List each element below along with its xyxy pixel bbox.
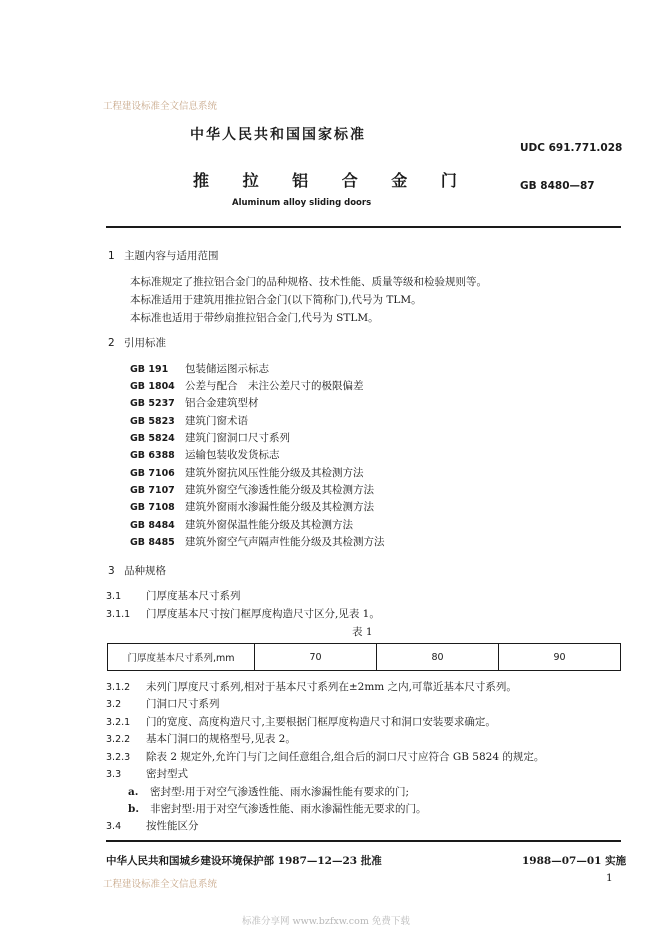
reference-code: GB 7107	[130, 485, 175, 496]
reference-code: GB 6388	[130, 450, 175, 461]
section-number: 2	[108, 337, 115, 349]
reference-title: 建筑外窗空气声隔声性能分级及其检测方法	[185, 536, 385, 548]
table-cell: 80	[377, 644, 499, 671]
udc-code: UDC 691.771.028	[520, 142, 623, 154]
clause-number: 3.2	[106, 699, 122, 710]
section-3-heading	[108, 563, 166, 578]
section-number: 1	[108, 250, 115, 262]
reference-code: GB 191	[130, 364, 169, 375]
clause-number: 3.3	[106, 769, 122, 780]
site-watermark: 标准分享网 www.bzfxw.com 免费下载	[242, 916, 410, 927]
table-row	[108, 644, 621, 671]
reference-title: 建筑外窗雨水渗漏性能分级及其检测方法	[185, 501, 374, 513]
reference-title: 建筑外窗空气渗透性能分级及其检测方法	[185, 484, 374, 496]
clause	[106, 714, 496, 729]
item-text: 密封型:用于对空气渗透性能、雨水渗漏性能有要求的门;	[150, 786, 410, 798]
section-title: 品种规格	[124, 565, 166, 577]
reference-item	[130, 465, 364, 480]
item-marker: b.	[128, 803, 139, 815]
reference-title: 建筑外窗保温性能分级及其检测方法	[185, 519, 353, 531]
reference-item	[130, 395, 259, 410]
clause	[106, 588, 241, 603]
reference-title: 建筑外窗抗风压性能分级及其检测方法	[185, 467, 364, 479]
reference-item	[130, 361, 269, 376]
paragraph: 本标准规定了推拉铝合金门的品种规格、技术性能、质量等级和检验规则等。	[130, 276, 487, 288]
reference-title: 建筑门窗洞口尺寸系列	[185, 432, 290, 444]
clause-number: 3.2.1	[106, 717, 131, 728]
reference-item	[130, 517, 353, 532]
clause-number: 3.2.3	[106, 752, 131, 763]
item-text: 非密封型:用于对空气渗透性能、雨水渗漏性能无要求的门。	[150, 803, 427, 815]
clause-text: 除表 2 规定外,允许门与门之间任意组合,组合后的洞口尺寸应符合 GB 5824 的规定。	[146, 751, 545, 763]
watermark-bottom: 工程建设标准全文信息系统	[103, 879, 218, 890]
reference-code: GB 1804	[130, 381, 175, 392]
clause-text: 门厚度基本尺寸按门框厚度构造尺寸区分,见表 1。	[146, 608, 380, 620]
clause	[106, 679, 517, 694]
reference-item	[130, 482, 374, 497]
clause-text: 门厚度基本尺寸系列	[146, 590, 241, 602]
clause	[106, 696, 220, 711]
english-title: Aluminum alloy sliding doors	[232, 198, 372, 208]
approval-line: 中华人民共和国城乡建设环境保护部 1987—12—23 批准	[106, 855, 382, 867]
reference-item	[130, 534, 385, 549]
item-marker: a.	[128, 786, 139, 798]
section-number: 3	[108, 565, 115, 577]
reference-title: 包装储运图示标志	[185, 363, 269, 375]
reference-item	[130, 378, 364, 393]
clause-number: 3.1.2	[106, 682, 131, 693]
clause-text: 门洞口尺寸系列	[146, 698, 220, 710]
clause-number: 3.1	[106, 591, 122, 602]
document-subtitle: 推 拉 铝 合 金 门	[193, 171, 471, 190]
list-item	[128, 801, 427, 816]
table-cell: 90	[499, 644, 621, 671]
reference-code: GB 7106	[130, 468, 175, 479]
reference-title: 铝合金建筑型材	[185, 397, 259, 409]
clause	[106, 606, 380, 621]
paragraph: 本标准也适用于带纱扇推拉铝合金门,代号为 STLM。	[130, 312, 379, 324]
table-1	[107, 643, 621, 671]
reference-title: 建筑门窗术语	[185, 415, 248, 427]
reference-code: GB 8484	[130, 520, 175, 531]
section-title: 主题内容与适用范围	[124, 250, 219, 262]
watermark-top: 工程建设标准全文信息系统	[103, 101, 218, 112]
reference-title: 运输包装收发货标志	[185, 449, 280, 461]
section-2-heading	[108, 335, 166, 350]
reference-code: GB 8485	[130, 537, 175, 548]
table-cell: 70	[255, 644, 377, 671]
reference-item	[130, 499, 374, 514]
clause-text: 基本门洞口的规格型号,见表 2。	[146, 733, 296, 745]
clause	[106, 731, 296, 746]
clause-text: 按性能区分	[146, 820, 199, 832]
footer-divider	[106, 840, 621, 842]
paragraph: 本标准适用于建筑用推拉铝合金门(以下简称门),代号为 TLM。	[130, 294, 422, 306]
list-item	[128, 784, 409, 799]
clause	[106, 749, 544, 764]
table-header-cell: 门厚度基本尺寸系列,mm	[108, 644, 255, 671]
gb-code: GB 8480—87	[520, 180, 595, 192]
clause-number: 3.2.2	[106, 734, 131, 745]
reference-item	[130, 447, 280, 462]
section-1-heading	[108, 248, 219, 263]
effective-date: 1988—07—01 实施	[522, 855, 627, 867]
reference-title: 公差与配合 未注公差尺寸的极限偏差	[185, 380, 364, 392]
document-title: 中华人民共和国国家标准	[190, 127, 366, 143]
clause-text: 门的宽度、高度构造尺寸,主要根据门框厚度构造尺寸和洞口安装要求确定。	[146, 716, 496, 728]
table-caption: 表 1	[352, 626, 373, 638]
clause-text: 未列门厚度尺寸系列,相对于基本尺寸系列在±2mm 之内,可靠近基本尺寸系列。	[146, 681, 517, 693]
section-title: 引用标准	[124, 337, 166, 349]
header-divider	[106, 226, 621, 228]
reference-code: GB 5824	[130, 433, 175, 444]
clause-number: 3.4	[106, 821, 122, 832]
clause-text: 密封型式	[146, 768, 188, 780]
page-number: 1	[606, 872, 613, 884]
clause	[106, 818, 199, 833]
reference-item	[130, 430, 290, 445]
reference-code: GB 5237	[130, 398, 175, 409]
clause	[106, 766, 188, 781]
reference-code: GB 7108	[130, 502, 175, 513]
reference-item	[130, 413, 248, 428]
clause-number: 3.1.1	[106, 609, 131, 620]
reference-code: GB 5823	[130, 416, 175, 427]
